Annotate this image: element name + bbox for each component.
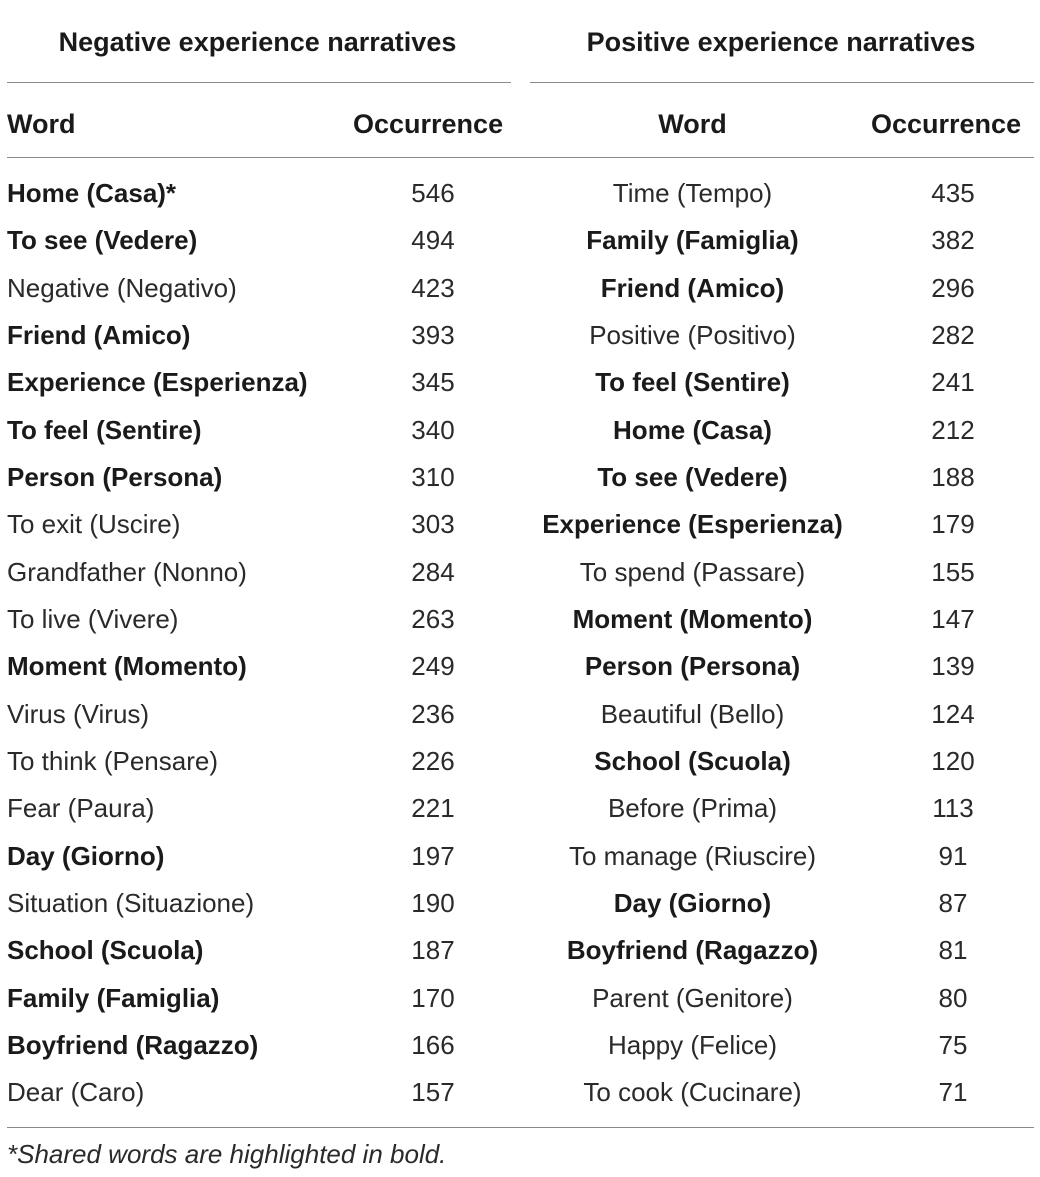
positive-word-cell: Beautiful (Bello)	[600, 698, 785, 729]
positive-word-cell: To spend (Passare)	[579, 556, 806, 587]
negative-word-cell: Boyfriend (Ragazzo)	[7, 1029, 259, 1060]
positive-occurrence-cell: 241	[931, 367, 975, 398]
positive-word-cell: Friend (Amico)	[600, 272, 785, 303]
positive-word-cell: To feel (Sentire)	[595, 367, 790, 398]
negative-occurrence-cell: 190	[411, 887, 455, 918]
positive-word-cell: Boyfriend (Ragazzo)	[566, 935, 819, 966]
positive-occurrence-cell: 87	[938, 887, 968, 918]
negative-occurrence-cell: 303	[411, 509, 455, 540]
table-row	[0, 785, 1040, 832]
positive-word-cell: Moment (Momento)	[572, 603, 813, 634]
table-row	[0, 312, 1040, 359]
table-footnote: *Shared words are highlighted in bold.	[7, 1139, 447, 1169]
positive-word-cell: Day (Giorno)	[613, 887, 772, 918]
positive-word-cell: Home (Casa)	[613, 414, 772, 445]
negative-word-cell: Fear (Paura)	[7, 793, 155, 824]
negative-word-cell: Home (Casa)*	[7, 178, 177, 208]
positive-occurrence-cell: 139	[931, 651, 975, 682]
positive-occurrence-cell: 282	[931, 319, 975, 350]
positive-word-cell: Time (Tempo)	[612, 178, 773, 208]
positive-occurrence-cell: 435	[931, 178, 975, 208]
positive-occurrence-cell: 120	[931, 745, 975, 776]
negative-group-rule	[7, 82, 511, 83]
positive-word-cell: To cook (Cucinare)	[583, 1077, 802, 1108]
positive-word-cell: Person (Persona)	[584, 651, 801, 682]
table-row	[0, 596, 1040, 643]
positive-occurrence-cell: 71	[938, 1077, 968, 1108]
table-row	[0, 170, 1040, 217]
negative-occurrence-cell: 221	[411, 793, 455, 824]
table-row	[0, 880, 1040, 927]
negative-occurrence-cell: 249	[411, 651, 455, 682]
negative-occurrence-cell: 197	[411, 840, 455, 871]
table-row	[0, 975, 1040, 1022]
positive-group-title: Positive experience narratives	[586, 27, 976, 57]
negative-occurrence-cell: 263	[411, 603, 455, 634]
positive-word-cell: Before (Prima)	[607, 793, 778, 824]
positive-occurrence-cell: 81	[938, 935, 968, 966]
negative-word-cell: Virus (Virus)	[7, 698, 150, 729]
table-row	[0, 833, 1040, 880]
positive-word-cell: Parent (Genitore)	[592, 982, 793, 1013]
positive-occurrence-cell: 91	[938, 840, 968, 871]
header-rule	[7, 157, 1034, 158]
positive-word-cell: Positive (Positivo)	[589, 319, 796, 350]
negative-occurrence-cell: 284	[411, 556, 455, 587]
table-row	[0, 927, 1040, 974]
positive-occurrence-cell: 382	[931, 225, 975, 256]
negative-word-cell: Situation (Situazione)	[7, 887, 255, 918]
positive-occurrence-header: Occurrence	[871, 109, 1022, 139]
negative-word-cell: To think (Pensare)	[7, 745, 218, 776]
positive-occurrence-cell: 147	[931, 603, 975, 634]
positive-word-cell: Happy (Felice)	[607, 1029, 778, 1060]
table-row	[0, 691, 1040, 738]
table-row	[0, 265, 1040, 312]
positive-group-rule	[530, 82, 1034, 83]
negative-word-cell: To feel (Sentire)	[7, 414, 202, 445]
negative-word-cell: Experience (Esperienza)	[7, 367, 308, 398]
negative-occurrence-cell: 157	[411, 1077, 455, 1108]
table-row	[0, 643, 1040, 690]
negative-occurrence-cell: 187	[411, 935, 455, 966]
table-row	[0, 549, 1040, 596]
positive-word-header: Word	[658, 109, 727, 139]
negative-occurrence-cell: 340	[411, 414, 455, 445]
negative-word-cell: Grandfather (Nonno)	[7, 556, 247, 587]
negative-occurrence-cell: 166	[411, 1029, 455, 1060]
negative-occurrence-header: Occurrence	[353, 109, 504, 139]
negative-word-cell: Person (Persona)	[7, 461, 223, 492]
positive-word-cell: Family (Famiglia)	[586, 225, 799, 256]
negative-occurrence-cell: 345	[411, 367, 455, 398]
negative-occurrence-cell: 226	[411, 745, 455, 776]
table-row	[0, 407, 1040, 454]
table-row	[0, 454, 1040, 501]
positive-occurrence-cell: 296	[931, 272, 975, 303]
table-row	[0, 501, 1040, 548]
negative-occurrence-cell: 236	[411, 698, 455, 729]
positive-occurrence-cell: 155	[931, 556, 975, 587]
negative-word-cell: Dear (Caro)	[7, 1077, 145, 1108]
positive-occurrence-cell: 179	[931, 509, 975, 540]
negative-word-cell: Moment (Momento)	[7, 651, 247, 682]
table-row	[0, 1022, 1040, 1069]
positive-occurrence-cell: 124	[931, 698, 975, 729]
negative-word-cell: To see (Vedere)	[7, 225, 198, 256]
negative-word-cell: Family (Famiglia)	[7, 982, 220, 1013]
negative-word-cell: Negative (Negativo)	[7, 272, 237, 303]
table-body	[0, 170, 1040, 1117]
positive-occurrence-cell: 113	[932, 793, 974, 824]
table-row	[0, 217, 1040, 264]
negative-occurrence-cell: 423	[411, 272, 455, 303]
bottom-rule	[7, 1127, 1034, 1128]
negative-word-cell: To exit (Uscire)	[7, 509, 181, 540]
positive-word-cell: To see (Vedere)	[597, 461, 788, 492]
negative-word-cell: School (Scuola)	[7, 935, 204, 966]
negative-word-cell: Friend (Amico)	[7, 319, 191, 350]
negative-word-header: Word	[7, 109, 76, 139]
positive-word-cell: School (Scuola)	[594, 745, 791, 776]
negative-word-cell: Day (Giorno)	[7, 840, 165, 871]
table-row	[0, 1069, 1040, 1116]
negative-word-cell: To live (Vivere)	[7, 603, 179, 634]
negative-occurrence-cell: 170	[411, 982, 455, 1013]
positive-occurrence-cell: 188	[931, 461, 975, 492]
positive-occurrence-cell: 80	[938, 982, 968, 1013]
positive-occurrence-cell: 212	[931, 414, 975, 445]
positive-occurrence-cell: 75	[938, 1029, 968, 1060]
table-row	[0, 738, 1040, 785]
positive-word-cell: Experience (Esperienza)	[542, 509, 843, 540]
negative-occurrence-cell: 310	[411, 461, 455, 492]
negative-occurrence-cell: 546	[411, 178, 455, 208]
negative-group-title: Negative experience narratives	[58, 27, 457, 57]
negative-occurrence-cell: 393	[411, 319, 455, 350]
positive-word-cell: To manage (Riuscire)	[568, 840, 817, 871]
negative-occurrence-cell: 494	[411, 225, 455, 256]
table-row	[0, 359, 1040, 406]
